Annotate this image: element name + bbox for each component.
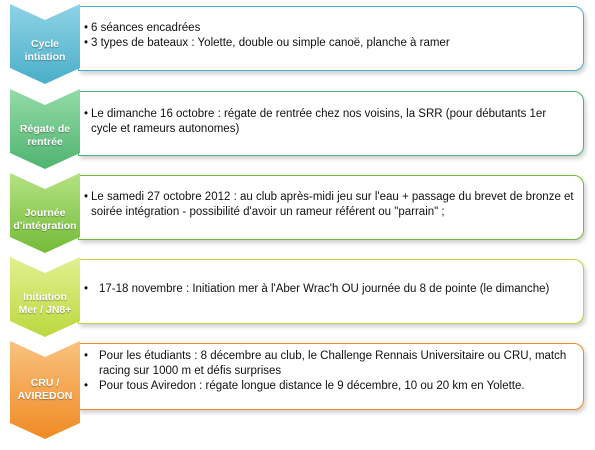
step-4-card <box>78 259 584 324</box>
step-4-items <box>84 282 575 297</box>
step-3-item-1: • Le samedi 27 octobre 2012 : au club après-midi jeu sur l'eau + passage du brevet de bronze et soirée intégration - possibilité d'avoir un rameur référent ou "parrain" ; <box>84 190 575 220</box>
step-5-chevron <box>10 341 80 439</box>
step-1-items <box>84 21 575 51</box>
step-2-item-1: • Le dimanche 16 octobre : régate de rentrée chez nos voisins, la SRR (pour débutants 1er cycle et rameurs autonomes) <box>84 107 575 137</box>
step-5-items <box>84 349 575 394</box>
step-2-items <box>84 107 575 137</box>
step-2-card <box>78 91 584 156</box>
step-5-label: CRU / AVIREDON <box>17 377 73 402</box>
step-1-label: Cycle intiation <box>24 38 66 63</box>
step-5-item-2: • Pour tous Aviredon : régate longue distance le 9 décembre, 10 ou 20 km en Yolette. <box>84 379 575 394</box>
step-1-card <box>78 6 584 71</box>
step-4-label: Initiation Mer / JN8+ <box>18 291 72 316</box>
step-3-chevron <box>10 173 80 253</box>
step-3-label: Journée d'intégration <box>13 207 77 232</box>
step-5-item-1: • Pour les étudiants : 8 décembre au club, le Challenge Rennais Universitaire ou CRU, match racing sur 1000 m et défis surprises <box>84 349 575 379</box>
step-2-label: Régate de rentrée <box>19 123 71 148</box>
step-1-item-2: • 3 types de bateaux : Yolette, double ou simple canoë, planche à ramer <box>84 36 575 51</box>
step-2-chevron <box>10 89 80 169</box>
step-1-chevron <box>10 4 80 84</box>
step-1-item-1: • 6 séances encadrées <box>84 21 575 36</box>
step-4-chevron <box>10 257 80 337</box>
step-5-card <box>78 343 584 410</box>
step-4-item-1: • 17-18 novembre : Initiation mer à l'Aber Wrac'h OU journée du 8 de pointe (le dimanche) <box>84 282 575 297</box>
step-3-card <box>78 175 584 240</box>
step-3-items <box>84 190 575 220</box>
